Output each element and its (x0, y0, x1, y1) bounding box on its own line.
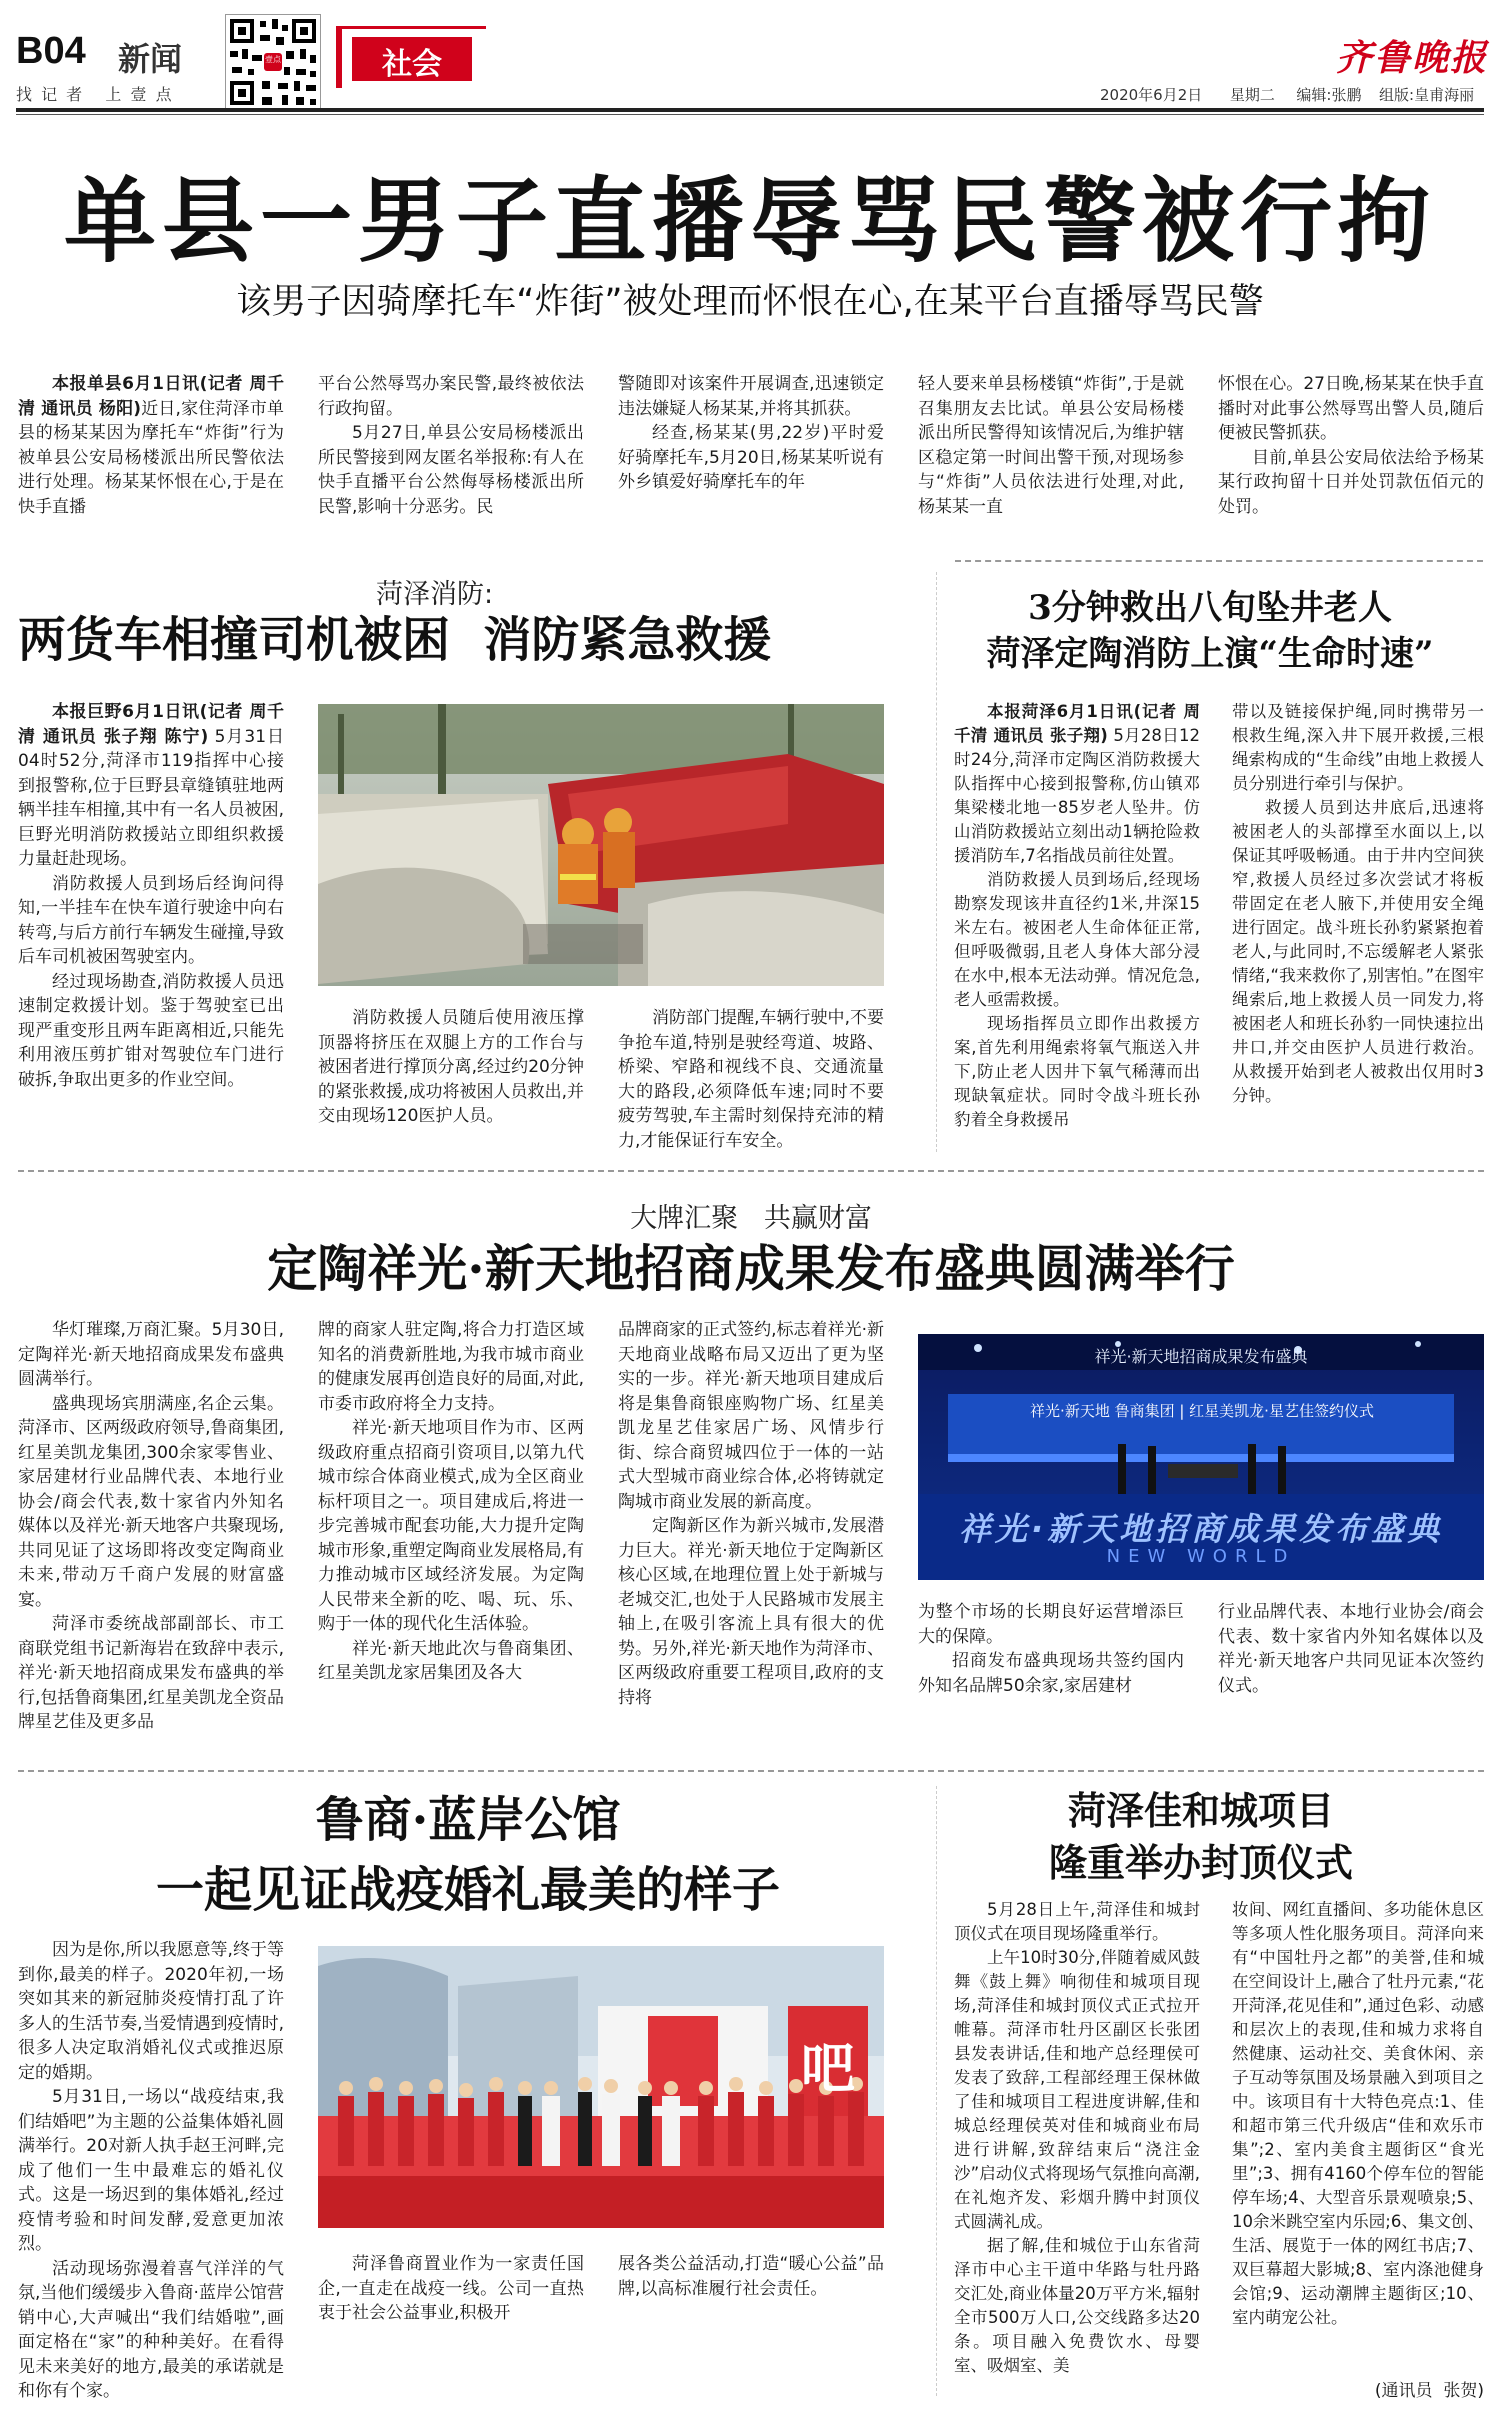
qr-logo-label: 壹点 (265, 55, 281, 64)
qr-code-icon (225, 14, 321, 110)
article1-byline: 本报单县6月1日讯(记者 周千清 通讯员 杨阳) (18, 374, 284, 419)
column-divider (936, 1786, 937, 2396)
article6-col2: 妆间、网红直播间、多功能休息区等多项人性化服务项目。菏泽向来有“中国牡丹之都”的美誉,佳和城在空间设计上,融合了牡丹元素,“花开菏泽,花见佳和”,通过色彩、动感和层次上的表现,佳和城力求将自然健康、运动社交、美食休闲、亲子互动等氛围及场景融入到项目之中。该项目有十大特色亮点:1、佳和超市第三代升级店“佳和欢乐市集”;2、室内美食主题街区“食光里”;3、拥有4160个停车位的智能停车场;4、大型音乐景观喷泉;5、10余米跳空室内乐园;6、集文创、生活、展览于一体的网红书店;7、双巨幕超大影城;8、室内涤池健身会馆;9、运动潮牌主题街区;10、室内萌宠公社。 (1232, 1900, 1484, 2327)
article3-col2: 带以及链接保护绳,同时携带另一根救生绳,深入井下展开救援,三根绳索构成的“生命线”由地上救援人员分别进行牵引与保护。 救援人员到达井底后,迅速将被困老人的头部撑至水面以上,以保证其呼吸畅通。由于井内空间狭窄,救援人员经过多次尝试才将板带固定在老人腋下,并使用安全绳进行固定。战斗班长孙豹紧紧抱着老人,与此同时,不忘缓解老人紧张情绪,“我来救你了,别害怕。”在图牢绳索后,地上救援人员一同发力,将被困老人和班长孙豹一同快速拉出井口,并交由医护人员进行救治。从救援开始到老人被救出仅用时3分钟。 (1232, 702, 1484, 1105)
article5-col3: 展各类公益活动,打造“暖心公益”品牌,以高标准履行社会责任。 (618, 2254, 884, 2299)
article1-col4: 轻人要来单县杨楼镇“炸街”,于是就召集朋友去比试。单县公安局杨楼派出所民警得知该情况后,为维护辖区稳定第一时间出警干预,对现场参与“炸街”人员依法进行处理,对此,杨某某一直 (918, 374, 1184, 517)
article1-col1: 本报单县6月1日讯(记者 周千清 通讯员 杨阳)近日,家住菏泽市单县的杨某某因为摩托车“炸街”行为被单县公安局杨楼派出所民警依法进行处理。杨某某怀恨在心,于是在快手直播 (18, 374, 284, 517)
section-tag (336, 26, 486, 88)
article3-byline: 本报菏泽6月1日讯(记者 周千清 通讯员 张子翔) (954, 702, 1200, 745)
group-wedding-photo (318, 1946, 884, 2228)
newspaper-logo: 齐鲁晚报 (1336, 37, 1489, 79)
divider (18, 1770, 1484, 1772)
photo-top-banner: 祥光·新天地招商成果发布盛典 (1094, 1347, 1308, 1366)
article3-col1: 本报菏泽6月1日讯(记者 周千清 通讯员 张子翔) 5月28日12时24分,菏泽市定陶区消防救援大队指挥中心接到报警称,仿山镇邓集梁楼北地一85岁老人坠井。仿山消防救援站立刻出动1辆抢险救援消防车,7名指战员前往处置。 消防救援人员到场后,经现场勘察发现该井直径约1米,井深15米左右。被困老人生命体征正常,但呼吸微弱,且老人身体大部分浸在水中,根本无法动弹。情况危急,老人亟需救援。 现场指挥员立即作出救援方案,首先利用绳索将氧气瓶送入井下,防止老人因井下氧气稀薄而出现缺氧症状。同时令战斗班长孙豹着全身救援吊 (954, 702, 1200, 1129)
article1-col3: 警随即对该案件开展调查,迅速锁定违法嫌疑人杨某某,并将其抓获。 经查,杨某某(男,22岁)平时爱好骑摩托车,5月20日,杨某某听说有外乡镇爱好骑摩托车的年 (618, 374, 884, 492)
article6-title-line2: 隆重举办封顶仪式 (1048, 1840, 1353, 1885)
masthead-rule-thin (16, 114, 1484, 115)
article5-col1: 因为是你,所以我愿意等,终于等到你,最美的样子。2020年初,一场突如其来的新冠肺炎疫情打乱了许多人的生活节奏,当爱情遇到疫情时,很多人决定取消婚礼仪式或推迟原定的婚期。 5月31日,一场以“战疫结束,我们结婚吧”为主题的公益集体婚礼圆满举行。20对新人执手赵王河畔,完成了他们一生中最难忘的婚礼仪式。这是一场迟到的集体婚礼,经过疫情考验和时间发酵,爱意更加浓烈。 活动现场弥漫着喜气洋洋的气氛,当他们缓缓步入鲁商·蓝岸公馆营销中心,大声喊出“我们结婚啦”,画面定格在“家”的种种美好。在看得见未来美好的地方,最美的承诺就是和你有个家。 (18, 1940, 284, 2401)
article4-col2: 牌的商家人驻定陶,将合力打造区域知名的消费新胜地,为我市城市商业的健康发展再创造良好的局面,对此,市委市政府将全力支持。 祥光·新天地项目作为市、区两级政府重点招商引资项目,以第九代城市综合体商业模式,成为全区商业标杆项目之一。项目建成后,将进一步完善城市配套功能,大力提升定陶城市形象,重塑定陶商业发展格局,有力推动城市区域经济发展。为定陶人民带来全新的吃、喝、玩、乐、购于一体的现代化生活体验。 祥光·新天地此次与鲁商集团、红星美凯龙家居集团及各大 (318, 1320, 584, 1683)
issue-date: 2020年6月2日 (1100, 86, 1203, 104)
article2-title: 两货车相撞司机被困 消防紧急救援 (18, 612, 772, 668)
article5-col2: 菏泽鲁商置业作为一家责任国企,一直走在战疫一线。公司一直热衷于社会公益事业,积极开 (318, 2254, 584, 2323)
article2-byline: 本报巨野6月1日讯(记者 周千清 通讯员 张子翔 陈宁) (18, 702, 284, 747)
article1-col5: 怀恨在心。27日晚,杨某某在快手直播时对此事公然辱骂出警人员,随后便被民警抓获。 目前,单县公安局依法给予杨某某行政拘留十日并处罚款伍佰元的处罚。 (1218, 374, 1484, 517)
photo-big-banner: 祥光·新天地招商成果发布盛典 (958, 1510, 1444, 1548)
photo-stage-banner: 祥光·新天地 鲁商集团 | 红星美凯龙·星艺佳签约仪式 (1030, 1402, 1374, 1420)
article3-title-line2: 菏泽定陶消防上演“生命时速” (986, 634, 1434, 674)
article4-title: 定陶祥光·新天地招商成果发布盛典圆满举行 (267, 1239, 1235, 1298)
article2-kicker: 菏泽消防: (376, 579, 494, 610)
masthead-rule (16, 108, 1484, 112)
article4-col4: 为整个市场的长期良好运营增添巨大的保障。 招商发布盛典现场共签约国内外知名品牌50余家,家居建材 (918, 1602, 1184, 1696)
issue-weekday: 星期二 (1229, 86, 1275, 104)
article2-col1: 本报巨野6月1日讯(记者 周千清 通讯员 张子翔 陈宁) 5月31日04时52分,菏泽市119指挥中心接到报警称,位于巨野县章缝镇驻地两辆半挂车相撞,其中有一名人员被困,巨野光明消防救援站立即组织救援力量赶赴现场。 消防救援人员到场后经询问得知,一半挂车在快车道行驶途中向右转弯,与后方前行车辆发生碰撞,导致后车司机被困驾驶室内。 经过现场勘查,消防救援人员迅速制定救援计划。鉴于驾驶室已出现严重变形且两车距离相近,只能先利用液压剪扩钳对驾驶位车门进行破拆,争取出更多的作业空间。 (18, 702, 284, 1090)
photo-banner-en: NEW WORLD (1106, 1546, 1296, 1567)
article1-subtitle: 该男子因骑摩托车“炸街”被处理而怀恨在心,在某平台直播辱骂民警 (236, 282, 1264, 322)
article3-title-line1: 3分钟救出八旬坠井老人 (1028, 588, 1392, 628)
issue-info (1100, 84, 1474, 105)
article4-col5: 行业品牌代表、本地行业协会/商会代表、数十家省内外知名媒体以及祥光·新天地客户共同见证本次签约仪式。 (1218, 1602, 1484, 1696)
article4-col3: 品牌商家的正式签约,标志着祥光·新天地商业战略布局又迈出了更为坚实的一步。祥光·新天地项目建成后将是集鲁商银座购物广场、红星美凯龙星艺佳家居广场、风情步行街、综合商贸城四位于一体的一站式大型城市商业综合体,必将铸就定陶城市商业发展的新高度。 定陶新区作为新兴城市,发展潜力巨大。祥光·新天地位于定陶新区核心区域,在地理位置上处于新城与老城交汇,也处于人民路城市发展主轴上,在吸引客流上具有很大的优势。另外,祥光·新天地作为菏泽市、区两级政府重要工程项目,政府的支持将 (618, 1320, 884, 1708)
issue-editor: 编辑:张鹏 (1296, 86, 1362, 104)
divider (18, 1170, 1484, 1172)
column-divider (936, 572, 937, 1152)
truck-rescue-photo (318, 704, 884, 986)
article1-title: 单县一男子直播辱骂民警被行拘 (63, 167, 1436, 275)
issue-layout: 组版:皇甫海丽 (1379, 86, 1475, 104)
signing-ceremony-photo (918, 1334, 1484, 1580)
divider (955, 560, 1483, 562)
article5-title-line2: 一起见证战疫婚礼最美的样子 (155, 1862, 780, 1918)
section-name: 新闻 (118, 40, 183, 78)
article4-kicker: 大牌汇聚 共赢财富 (630, 1203, 872, 1234)
article6-col1: 5月28日上午,菏泽佳和城封顶仪式在项目现场隆重举行。 上午10时30分,伴随着威风鼓舞《鼓上舞》响彻佳和城项目现场,菏泽佳和城封顶仪式正式拉开帷幕。菏泽市牡丹区副区长张团县发表讲话,佳和地产总经理侯可发表了致辞,工程部经理王保林做了佳和城项目工程进度讲解,佳和城总经理侯英对佳和城商业布局进行讲解,致辞结束后“浇注金沙”启动仪式将现场气氛推向高潮,在礼炮齐发、彩烟升腾中封顶仪式圆满礼成。 据了解,佳和城位于山东省菏泽市中心主干道中华路与牡丹路交汇处,商业体量20万平方米,辐射全市500万人口,公交线路多达20条。项目融入免费饮水、母婴室、吸烟室、美 (954, 1900, 1200, 2375)
section-tag-label: 社会 (382, 47, 442, 82)
article2-col2: 消防救援人员随后使用液压撑顶器将挤压在双腿上方的工作台与被困者进行撑顶分离,经过约20分钟的紧张救援,成功将被困人员救出,并交由现场120医护人员。 (318, 1008, 584, 1126)
page-number: B04 (16, 30, 86, 72)
article1-col2: 平台公然辱骂办案民警,最终被依法行政拘留。 5月27日,单县公安局杨楼派出所民警接到网友匿名举报称:有人在快手直播平台公然侮辱杨楼派出所民警,影响十分恶劣。民 (318, 374, 584, 517)
article6-title-line1: 菏泽佳和城项目 (1067, 1788, 1334, 1833)
article2-col3: 消防部门提醒,车辆行驶中,不要争抢车道,特别是驶经弯道、坡路、桥梁、窄路和视线不良、交通流量大的路段,必须降低车速;同时不要疲劳驾驶,车主需时刻保持充沛的精力,才能保证行车安全。 (618, 1008, 884, 1151)
article4-col1: 华灯璀璨,万商汇聚。5月30日,定陶祥光·新天地招商成果发布盛典圆满举行。 盛典现场宾朋满座,名企云集。菏泽市、区两级政府领导,鲁商集团,红星美凯龙集团,300余家零售业、家居建材行业品牌代表、本地行业协会/商会代表,数十家省内外知名媒体以及祥光·新天地客户共聚现场,共同见证了这场即将改变定陶商业未来,带动万千商户发展的财富盛宴。 菏泽市委统战部副部长、市工商联党组书记新海岩在致辞中表示,祥光·新天地招商成果发布盛典的举行,包括鲁商集团,红星美凯龙全资品牌星艺佳及更多品 (18, 1320, 284, 1732)
article6-credit: (通讯员 张贺) (1374, 2381, 1484, 2401)
article5-title-line1: 鲁商·蓝岸公馆 (315, 1792, 621, 1848)
masthead-slogan: 找 记 者 上 壹 点 (16, 85, 174, 104)
photo-sign-char: 吧 (801, 2037, 855, 2100)
masthead (0, 0, 1500, 120)
